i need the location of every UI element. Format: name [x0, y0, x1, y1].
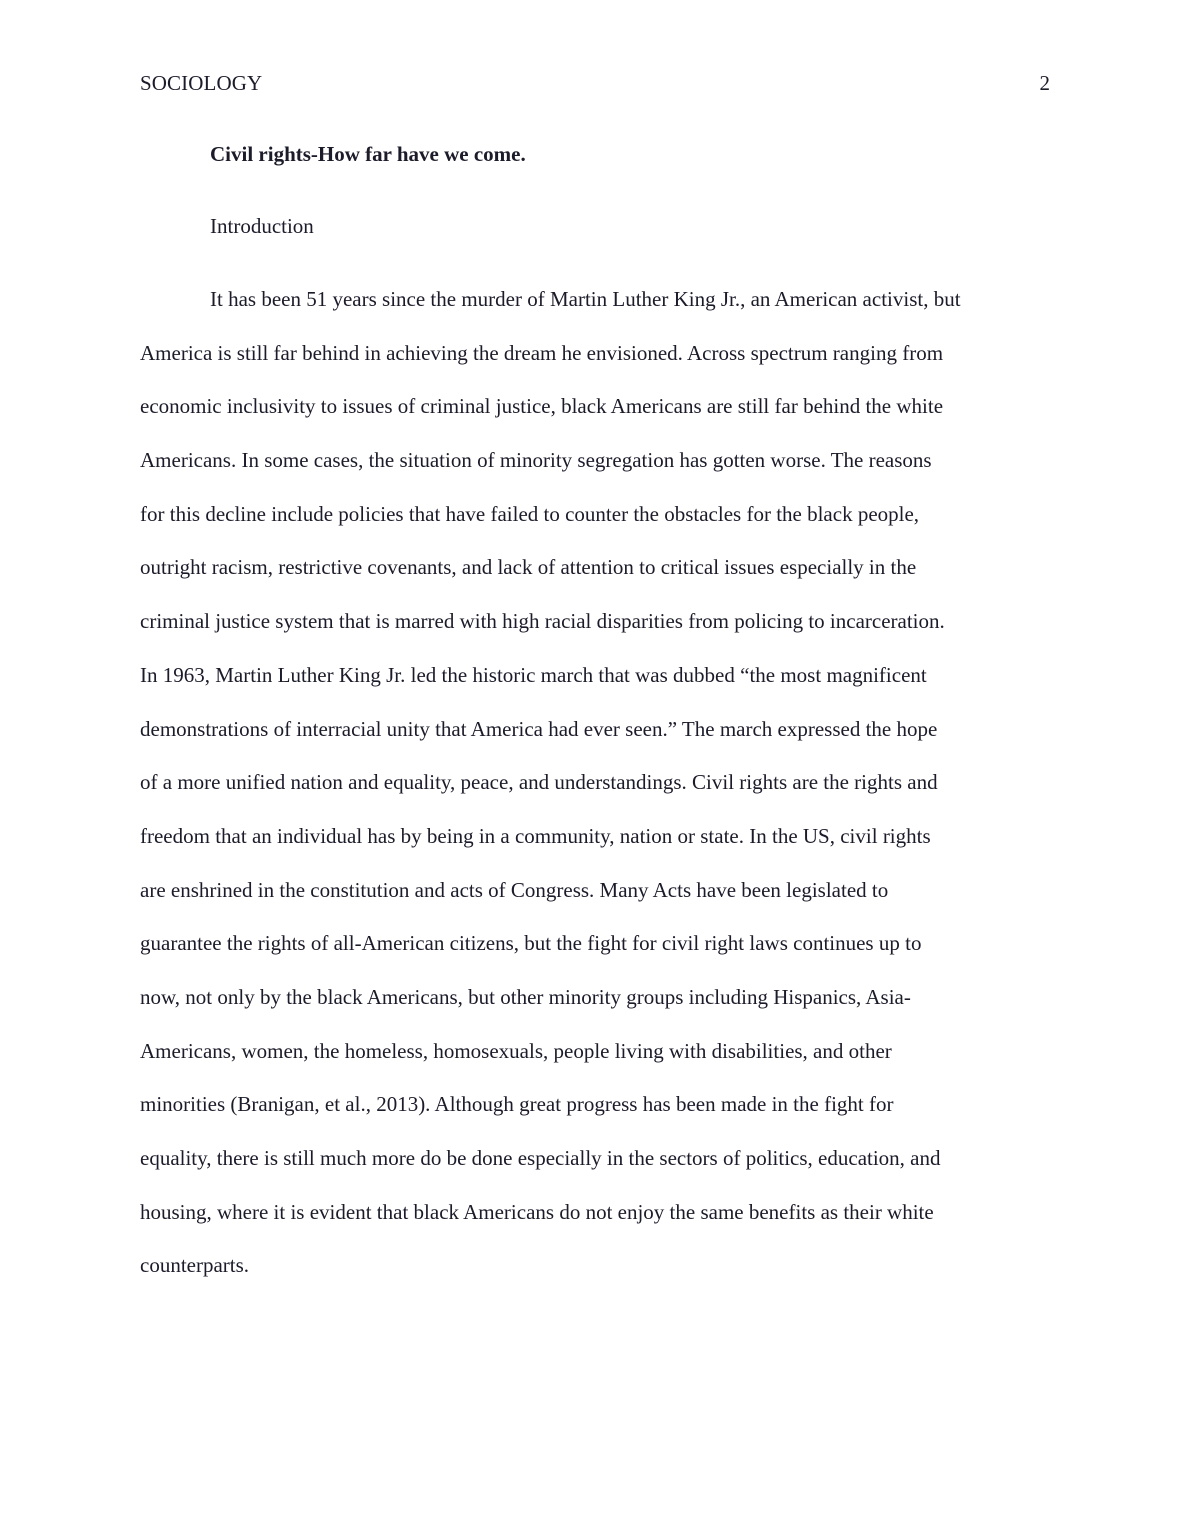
- paragraph-line: now, not only by the black Americans, but other minority groups including Hispanics, Asia-: [140, 984, 911, 1009]
- paper-title: Civil rights-How far have we come.: [210, 142, 526, 166]
- paragraph-line: America is still far behind in achieving the dream he envisioned. Across spectrum ranging from: [140, 340, 944, 365]
- paragraph-line: housing, where it is evident that black Americans do not enjoy the same benefits as their white: [140, 1199, 934, 1224]
- paragraph-line: outright racism, restrictive covenants, and lack of attention to critical issues especially in the: [140, 555, 917, 580]
- paragraph-line: It has been 51 years since the murder of Martin Luther King Jr., an American activist, but: [210, 287, 961, 311]
- paragraph-line: equality, there is still much more do be done especially in the sectors of politics, education, and: [140, 1146, 941, 1170]
- paragraph-line: Americans, women, the homeless, homosexuals, people living with disabilities, and other: [140, 1038, 892, 1063]
- paragraph-line: guarantee the rights of all-American citizens, but the fight for civil right laws continues up to: [140, 931, 922, 956]
- paragraph-line: counterparts.: [140, 1253, 250, 1278]
- paragraph-line: are enshrined in the constitution and acts of Congress. Many Acts have been legislated to: [140, 877, 889, 902]
- paragraph-line: In 1963, Martin Luther King Jr. led the historic march that was dubbed “the most magnificent: [140, 662, 927, 687]
- paragraph-line: criminal justice system that is marred with high racial disparities from policing to incarceration.: [140, 609, 945, 634]
- paragraph-line: freedom that an individual has by being in a community, nation or state. In the US, civil rights: [140, 823, 931, 848]
- paragraph-line: demonstrations of interracial unity that America had ever seen.” The march expressed the hope: [140, 716, 938, 741]
- paragraph-line: of a more unified nation and equality, peace, and understandings. Civil rights are the rights and: [140, 770, 938, 795]
- running-head: SOCIOLOGY: [140, 71, 263, 95]
- paragraph-line: Americans. In some cases, the situation of minority segregation has gotten worse. The reasons: [140, 448, 932, 473]
- introduction-paragraph: [140, 273, 1050, 1293]
- section-heading-introduction: Introduction: [210, 214, 314, 238]
- paragraph-line: minorities (Branigan, et al., 2013). Although great progress has been made in the fight for: [140, 1092, 894, 1117]
- page-number: 2: [1039, 71, 1050, 95]
- paragraph-line: for this decline include policies that have failed to counter the obstacles for the black people,: [140, 501, 920, 526]
- paragraph-line: economic inclusivity to issues of criminal justice, black Americans are still far behind the white: [140, 394, 944, 419]
